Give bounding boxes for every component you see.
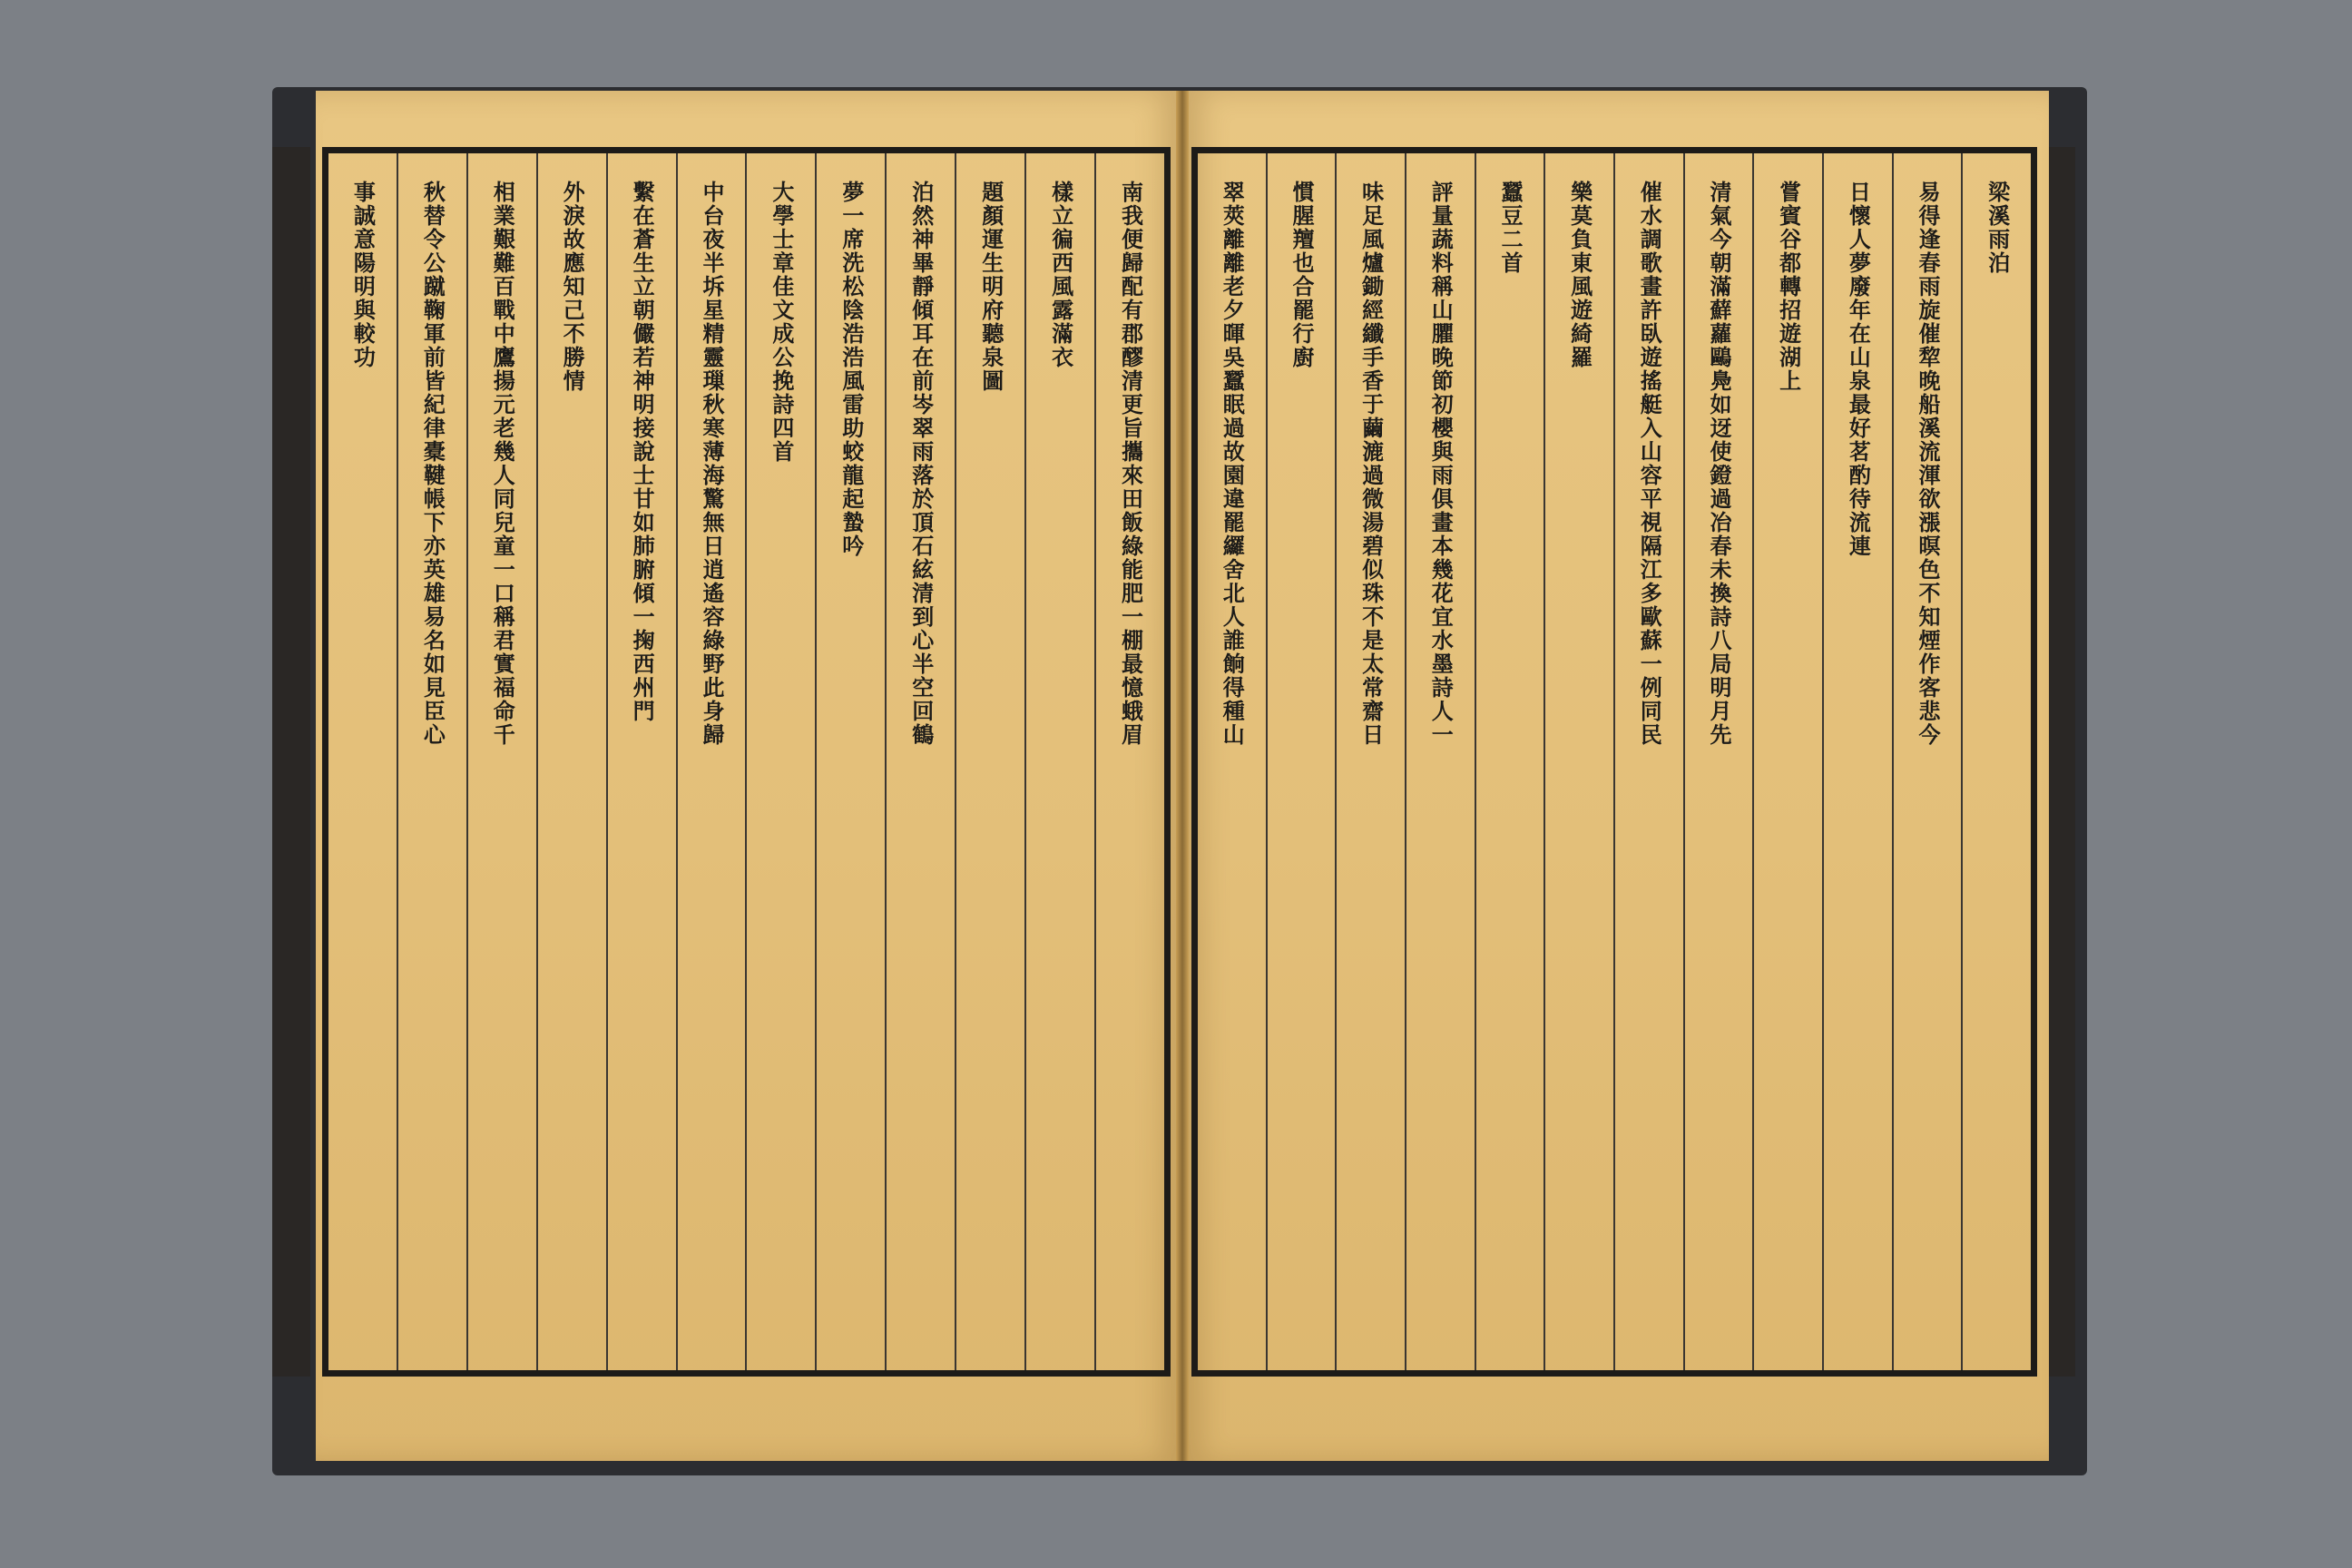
- column-text: 相業艱難百戰中鷹揚元老幾人同兒童一口稱君實福命千: [489, 181, 516, 747]
- left-edge-margin: [272, 147, 310, 1377]
- text-column: [745, 153, 815, 1370]
- text-column: [1892, 153, 1962, 1370]
- text-column: [1094, 153, 1164, 1370]
- column-text: 日懷人夢廢年在山泉最好茗酌待流連: [1845, 181, 1872, 558]
- column-text: 嘗賓谷都轉招遊湖上: [1775, 181, 1802, 393]
- text-column: [536, 153, 606, 1370]
- column-text: 評量蔬料稱山臞晚節初櫻與雨俱畫本幾花宜水墨詩人一: [1427, 181, 1455, 747]
- text-column: [676, 153, 746, 1370]
- column-text: 泊然神畢靜傾耳在前岑翠雨落於頂石絃清到心半空回鶴: [907, 181, 935, 747]
- text-column: [1683, 153, 1753, 1370]
- text-column: [1961, 153, 2031, 1370]
- text-column: [955, 153, 1024, 1370]
- column-text: 翠莢離離老夕暉吳蠶眠過故園違罷纙舍北人誰餉得種山: [1219, 181, 1246, 747]
- column-text: 梁溪雨泊: [1984, 181, 2011, 275]
- text-column: [1822, 153, 1892, 1370]
- text-column: [466, 153, 536, 1370]
- column-text: 大學士章佳文成公挽詩四首: [768, 181, 795, 464]
- column-text: 清氣今朝滿蘚蘿鷗鳧如迓使鐙過冶春未換詩八局明月先: [1705, 181, 1732, 747]
- column-text: 味足風爐鋤經纖手香于繭漉過微湯碧似珠不是太常齋日: [1357, 181, 1385, 747]
- column-text: 蠶豆二首: [1496, 181, 1524, 275]
- text-column: [397, 153, 466, 1370]
- column-text: 秋替令公蹴鞠軍前皆紀律橐鞬帳下亦英雄易名如見臣心: [419, 181, 446, 747]
- column-text: 樣立徧西風露滿衣: [1047, 181, 1074, 369]
- book-gutter: [1176, 91, 1189, 1461]
- text-column: [1024, 153, 1094, 1370]
- column-text: 夢一席洗松陰浩浩風雷助蛟龍起蟄吟: [838, 181, 865, 558]
- column-text: 外淚故應知己不勝情: [559, 181, 586, 393]
- text-column: [1198, 153, 1266, 1370]
- column-text: 事誠意陽明與較功: [349, 181, 377, 369]
- text-column: [815, 153, 885, 1370]
- text-column: [1405, 153, 1475, 1370]
- column-text: 中台夜半坼星精靈璅秋寒薄海驚無日逍遙容綠野此身歸: [699, 181, 725, 747]
- right-page-frame: [1191, 147, 2037, 1377]
- text-column: [1475, 153, 1544, 1370]
- text-column: [1752, 153, 1822, 1370]
- column-text: 易得逢春雨旋催犂晚船溪流渾欲漲暝色不知煙作客悲今: [1914, 181, 1941, 747]
- text-column: [1335, 153, 1405, 1370]
- column-text: 慣腥羶也合罷行廚: [1288, 181, 1315, 369]
- text-column: [328, 153, 397, 1370]
- column-text: 題顏運生明府聽泉圖: [977, 181, 1004, 393]
- text-column: [1544, 153, 1613, 1370]
- column-text: 南我便歸配有郡醪清更旨攜來田飯綠能肥一棚最憶蛾眉: [1117, 181, 1144, 747]
- column-text: 催水調歌畫許臥遊搖艇入山容平視隔江多歐蘇一例同民: [1636, 181, 1663, 747]
- text-column: [1613, 153, 1683, 1370]
- column-text: 繫在蒼生立朝儼若神明接說士甘如肺腑傾一掬西州門: [629, 181, 656, 723]
- left-page-frame: [322, 147, 1171, 1377]
- column-text: 樂莫負東風遊綺羅: [1566, 181, 1593, 369]
- text-column: [885, 153, 955, 1370]
- text-column: [606, 153, 676, 1370]
- text-column: [1266, 153, 1336, 1370]
